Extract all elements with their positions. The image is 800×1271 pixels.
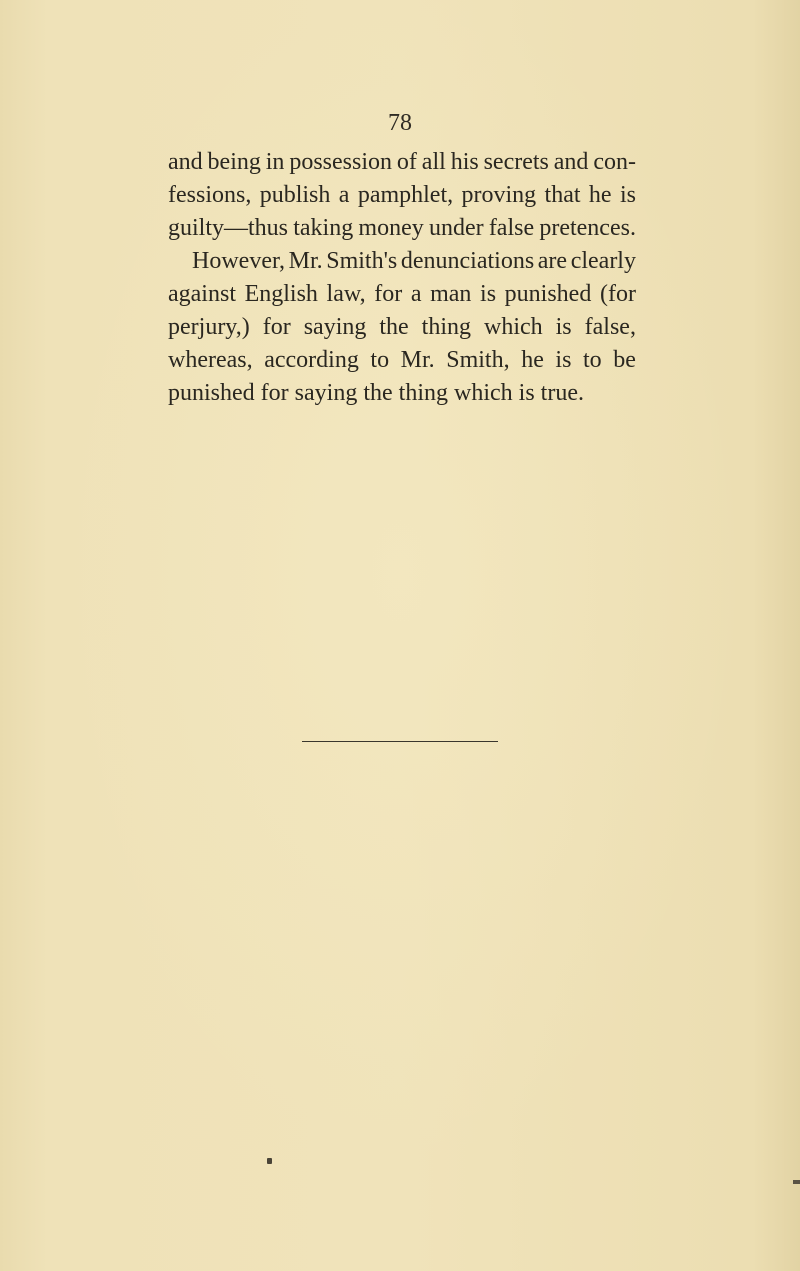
paragraph-1 — [168, 146, 636, 245]
word: is — [555, 347, 572, 373]
word: the — [363, 380, 393, 406]
word: under — [428, 215, 484, 241]
word: possession — [289, 149, 393, 175]
word: guilty—thus — [168, 215, 289, 241]
word: proving — [461, 182, 537, 208]
word: clearly — [570, 248, 636, 274]
word: he — [521, 347, 544, 373]
word: publish — [259, 182, 331, 208]
word: be — [613, 347, 636, 373]
word: his — [450, 149, 479, 175]
word: that — [544, 182, 581, 208]
word: is — [518, 380, 535, 406]
page-number: 78 — [388, 110, 412, 136]
word: English — [244, 281, 318, 307]
word: which — [454, 380, 513, 406]
section-divider-rule — [302, 741, 498, 742]
word: he — [588, 182, 612, 208]
word: a — [410, 281, 422, 307]
word: (for — [599, 281, 636, 307]
word: to — [583, 347, 602, 373]
word: punished — [504, 281, 592, 307]
word: and — [553, 149, 589, 175]
word: for — [260, 380, 289, 406]
text-line — [168, 278, 636, 311]
word: is — [619, 182, 636, 208]
word: denunciations — [400, 248, 535, 274]
word: fessions, — [168, 182, 252, 208]
word: a — [338, 182, 350, 208]
word: thing — [398, 380, 448, 406]
word: true. — [540, 380, 584, 406]
word: being — [207, 149, 261, 175]
word: and — [168, 149, 203, 175]
word: pamphlet, — [357, 182, 454, 208]
word: are — [537, 248, 568, 274]
word: law, — [326, 281, 366, 307]
body-text — [168, 146, 636, 410]
word: to — [370, 347, 390, 373]
word: all — [421, 149, 446, 175]
word: false, — [584, 314, 636, 340]
word: for — [262, 314, 291, 340]
word: taking — [293, 215, 354, 241]
word: secrets — [483, 149, 549, 175]
word: which — [484, 314, 543, 340]
word: punished — [168, 380, 255, 406]
word: con- — [593, 149, 636, 175]
word: is — [480, 281, 497, 307]
word: according — [264, 347, 359, 373]
word: Smith, — [446, 347, 510, 373]
word: saying — [303, 314, 367, 340]
word: thing — [421, 314, 472, 340]
word: man — [430, 281, 472, 307]
text-line — [168, 344, 636, 377]
word: perjury,) — [168, 314, 250, 340]
word: false — [488, 215, 535, 241]
word: the — [379, 314, 409, 340]
text-line — [168, 245, 636, 278]
text-line — [168, 179, 636, 212]
word: for — [374, 281, 403, 307]
word: However, — [192, 248, 285, 274]
word: Smith's — [326, 248, 398, 274]
paper-edge-mark — [793, 1180, 800, 1184]
word: is — [555, 314, 572, 340]
text-line — [168, 212, 636, 245]
text-line — [168, 311, 636, 344]
word: pretences. — [539, 215, 636, 241]
word: whereas, — [168, 347, 253, 373]
word: Mr. — [288, 248, 323, 274]
word: against — [168, 281, 236, 307]
word: saying — [294, 380, 358, 406]
text-line — [168, 377, 636, 410]
paper-speck — [267, 1158, 272, 1164]
paragraph-2 — [168, 245, 636, 410]
word: of — [396, 149, 417, 175]
word: in — [265, 149, 285, 175]
word: Mr. — [400, 347, 435, 373]
word: money — [358, 215, 424, 241]
text-line — [168, 146, 636, 179]
